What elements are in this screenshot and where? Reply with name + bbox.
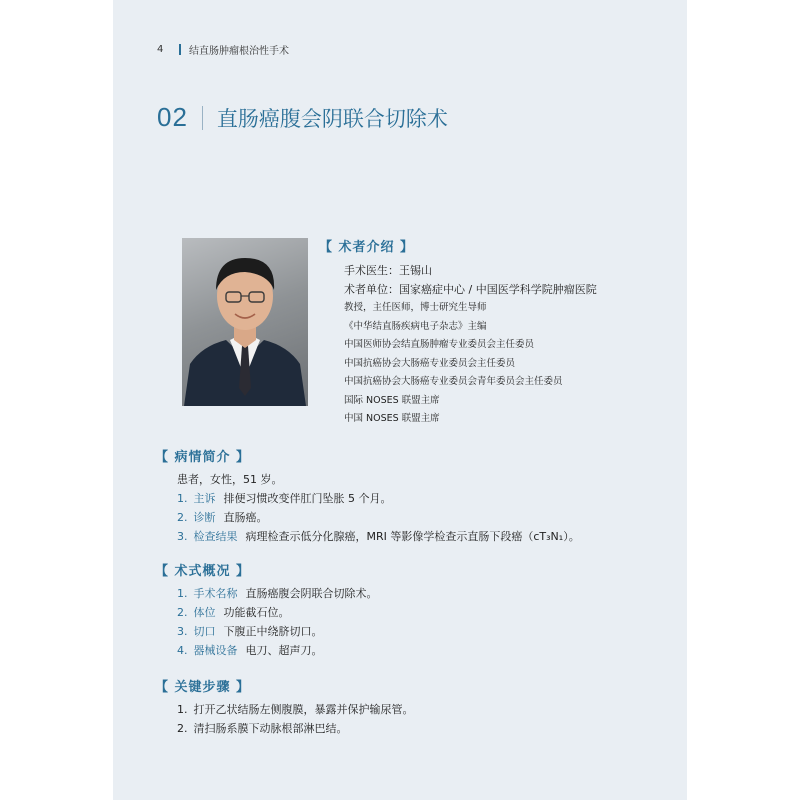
case-content (177, 470, 580, 546)
author-portrait-icon (182, 238, 308, 406)
list-item: 1. 打开乙状结肠左侧腹膜，暴露并保护输尿管。 (177, 703, 414, 716)
surgery-section-title: 【 术式概况 】 (155, 564, 251, 579)
steps-section-title: 【 关键步骤 】 (155, 680, 251, 695)
book-page (113, 0, 687, 800)
author-line: 中国抗癌协会大肠癌专业委员会青年委员会主任委员 (344, 376, 563, 387)
list-item: 2. 诊断 直肠癌。 (177, 511, 268, 524)
list-item: 1. 手术名称 直肠癌腹会阴联合切除术。 (177, 587, 378, 600)
chapter-number: 02 (157, 102, 188, 132)
case-section-title: 【 病情简介 】 (155, 450, 251, 465)
author-line: 手术医生：王锡山 (344, 264, 432, 277)
author-line: 教授，主任医师，博士研究生导师 (344, 302, 487, 313)
list-item: 3. 切口 下腹正中绕脐切口。 (177, 625, 323, 638)
case-intro: 患者，女性，51 岁。 (177, 473, 283, 486)
author-line: 中国医师协会结直肠肿瘤专业委员会主任委员 (344, 339, 535, 350)
author-line: 中国 NOSES 联盟主席 (344, 413, 440, 424)
list-item: 3. 检查结果 病理检查示低分化腺癌，MRI 等影像学检查示直肠下段癌（cT₃N₁）。 (177, 530, 580, 543)
author-line: 国际 NOSES 联盟主席 (344, 394, 440, 406)
author-line: 《中华结直肠疾病电子杂志》主编 (344, 320, 487, 332)
chapter-title: 直肠癌腹会阴联合切除术 (216, 106, 448, 131)
list-item: 4. 器械设备 电刀、超声刀。 (177, 644, 323, 657)
chapter-heading (157, 102, 448, 133)
author-photo (182, 238, 308, 406)
list-item: 2. 清扫肠系膜下动脉根部淋巴结。 (177, 722, 348, 735)
page-number: 4 (157, 44, 164, 55)
surgery-content (177, 584, 378, 660)
author-line: 术者单位：国家癌症中心 / 中国医学科学院肿瘤医院 (344, 282, 597, 296)
list-item: 2. 体位 功能截石位。 (177, 606, 290, 619)
running-header (157, 42, 289, 57)
author-section-title: 【 术者介绍 】 (319, 240, 415, 255)
header-divider (179, 44, 181, 55)
chapter-divider (202, 106, 203, 130)
author-line: 中国抗癌协会大肠癌专业委员会主任委员 (344, 357, 516, 369)
author-info (344, 262, 597, 429)
list-item: 1. 主诉 排便习惯改变伴肛门坠胀 5 个月。 (177, 492, 392, 505)
book-title: 结直肠肿瘤根治性手术 (189, 46, 289, 57)
steps-content (177, 700, 414, 738)
